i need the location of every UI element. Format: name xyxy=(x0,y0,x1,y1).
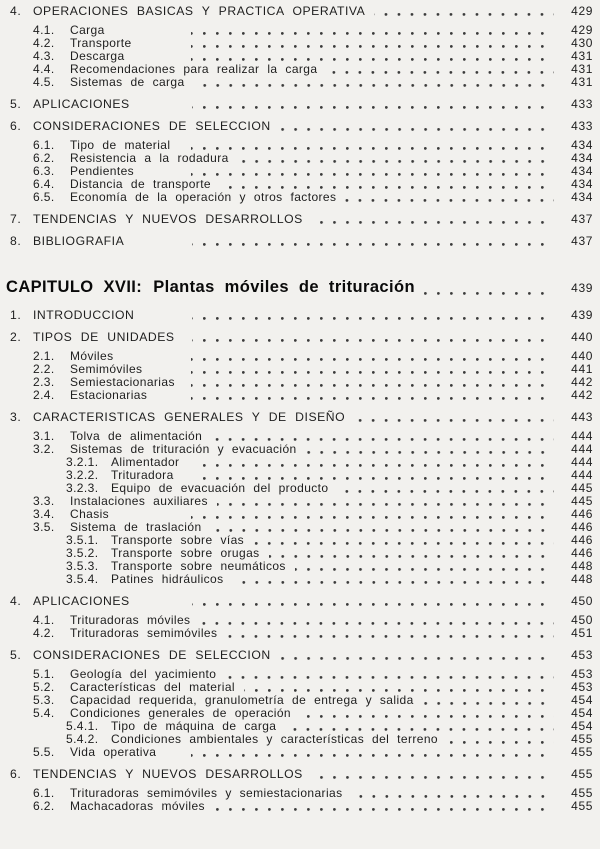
toc-entry-label: Carga xyxy=(70,23,105,37)
toc-entry-label: OPERACIONES BASICAS Y PRACTICA OPERATIVA xyxy=(33,4,366,18)
toc-entry-number: 3.5.4. xyxy=(66,572,99,586)
toc-entry-label: APLICACIONES xyxy=(33,594,130,608)
toc-entry-page: 446 xyxy=(571,507,593,521)
toc-entry-number: 3.2.3. xyxy=(66,481,99,495)
dot-leader xyxy=(194,84,554,87)
dot-leader xyxy=(326,71,554,74)
toc-entry-number: 2.4. xyxy=(33,388,55,402)
toc-entry-page: 454 xyxy=(571,693,593,707)
toc-entry-number: 5.5. xyxy=(33,745,55,759)
toc-entry-number: 3.2.1. xyxy=(66,455,99,469)
toc-entry-label: Tipo de material xyxy=(70,138,171,152)
toc-entry-label: Machacadoras móviles xyxy=(70,799,205,813)
toc-entry-label: Sistemas de trituración y evacuación xyxy=(70,442,297,456)
dot-leader xyxy=(374,13,554,16)
dot-leader xyxy=(217,503,554,506)
toc-entry-label: Tolva de alimentación xyxy=(70,429,203,443)
toc-entry xyxy=(10,120,593,133)
chapter-page-number: 439 xyxy=(571,281,593,295)
toc-entry xyxy=(10,98,593,111)
toc-entry-page: 446 xyxy=(571,533,593,547)
dot-leader xyxy=(191,173,554,176)
dot-leader xyxy=(191,45,554,48)
toc-entry-number: 4. xyxy=(10,4,22,18)
toc-entry-number: 5.2. xyxy=(33,680,55,694)
toc-entry-number: 2.2. xyxy=(33,362,55,376)
toc-entry-page: 444 xyxy=(571,429,593,443)
toc-entry-page: 446 xyxy=(571,520,593,534)
toc-entry-page: 441 xyxy=(571,362,593,376)
dot-leader xyxy=(191,32,554,35)
toc-entry-number: 4.3. xyxy=(33,49,55,63)
dot-leader xyxy=(447,741,554,744)
toc-entry-number: 3.1. xyxy=(33,429,55,443)
toc-list-previous-chapter xyxy=(10,5,593,248)
toc-entry-label: Semiestacionarias xyxy=(70,375,175,389)
toc-entry-page: 442 xyxy=(571,375,593,389)
toc-entry-page: 434 xyxy=(571,177,593,191)
dot-leader xyxy=(354,419,554,422)
toc-entry xyxy=(10,309,593,322)
toc-entry-label: Trituradora xyxy=(111,468,174,482)
toc-entry-page: 448 xyxy=(571,559,593,573)
chapter-heading-row xyxy=(6,277,593,298)
dot-leader xyxy=(253,542,554,545)
dot-leader xyxy=(312,221,554,224)
toc-entry-number: 5.1. xyxy=(33,667,55,681)
toc-entry-number: 3.3. xyxy=(33,494,55,508)
toc-entry-label: Sistemas de carga xyxy=(70,75,185,89)
dot-leader xyxy=(211,438,554,441)
toc-entry-number: 6.2. xyxy=(33,799,55,813)
toc-entry-label: Vida operativa xyxy=(70,745,157,759)
dot-leader xyxy=(191,397,554,400)
dot-leader xyxy=(295,568,554,571)
toc-entry-label: Equipo de evacuación del producto xyxy=(111,481,329,495)
dot-leader xyxy=(337,490,554,493)
toc-entry-number: 6.5. xyxy=(33,190,55,204)
toc-entry-label: Recomendaciones para realizar la carga xyxy=(70,62,318,76)
toc-entry xyxy=(10,235,593,248)
toc-entry-label: Economía de la operación y otros factores xyxy=(70,190,337,204)
toc-entry-page: 434 xyxy=(571,151,593,165)
dot-leader xyxy=(423,702,554,705)
toc-entry-page: 442 xyxy=(571,388,593,402)
toc-entry-page: 440 xyxy=(571,330,593,344)
toc-entry-page: 433 xyxy=(571,119,593,133)
toc-entry xyxy=(10,768,593,781)
toc-entry-number: 5.4. xyxy=(33,706,55,720)
dot-leader xyxy=(226,635,554,638)
toc-entry-page: 446 xyxy=(571,546,593,560)
toc-entry-page: 443 xyxy=(571,410,593,424)
toc-entry-number: 4.4. xyxy=(33,62,55,76)
toc-entry-number: 5.3. xyxy=(33,693,55,707)
toc-entry-label: Condiciones generales de operación xyxy=(70,706,292,720)
toc-entry-label: Capacidad requerida, granulometría de entrega y salida xyxy=(70,693,414,707)
toc-entry-label: TENDENCIAS Y NUEVOS DESARROLLOS xyxy=(33,212,303,226)
toc-entry-number: 3.5.1. xyxy=(66,533,99,547)
toc-entry-number: 3.5.2. xyxy=(66,546,99,560)
toc-entry xyxy=(10,213,593,226)
toc-entry-number: 3.5. xyxy=(33,520,55,534)
toc-entry-number: 5. xyxy=(10,97,22,111)
dot-leader xyxy=(191,384,554,387)
toc-entry xyxy=(10,331,593,344)
dot-leader xyxy=(233,581,554,584)
toc-entry-page: 430 xyxy=(571,36,593,50)
toc-entry xyxy=(10,649,593,662)
toc-entry-label: Trituradoras móviles xyxy=(70,613,191,627)
toc-entry-number: 7. xyxy=(10,212,22,226)
toc-entry-number: 6.2. xyxy=(33,151,55,165)
toc-entry-number: 2.3. xyxy=(33,375,55,389)
toc-entry-label: BIBLIOGRAFIA xyxy=(33,234,125,248)
toc-entry-number: 4. xyxy=(10,594,22,608)
dot-leader xyxy=(244,689,554,692)
toc-entry-number: 6.3. xyxy=(33,164,55,178)
toc-entry-label: Características del material xyxy=(70,680,235,694)
toc-entry-label: CONSIDERACIONES DE SELECCION xyxy=(33,119,271,133)
toc-entry-number: 4.1. xyxy=(33,23,55,37)
toc-entry xyxy=(10,595,593,608)
toc-entry-label: Geología del yacimiento xyxy=(70,667,217,681)
toc-entry-label: Sistema de traslación xyxy=(70,520,202,534)
toc-entry xyxy=(33,627,593,640)
toc-entry-number: 8. xyxy=(10,234,22,248)
toc-entry-label: Estacionarias xyxy=(70,388,148,402)
dot-leader xyxy=(191,754,554,757)
toc-entry-page: 455 xyxy=(571,732,593,746)
toc-entry-number: 6.1. xyxy=(33,138,55,152)
toc-entry-page: 451 xyxy=(571,626,593,640)
toc-entry-label: Pendientes xyxy=(70,164,135,178)
dot-leader xyxy=(191,371,554,374)
dot-leader xyxy=(280,128,554,131)
toc-entry-page: 454 xyxy=(571,706,593,720)
toc-entry xyxy=(33,800,593,813)
toc-entry-page: 450 xyxy=(571,613,593,627)
toc-entry-page: 439 xyxy=(571,308,593,322)
toc-entry-number: 6.4. xyxy=(33,177,55,191)
toc-entry-number: 2. xyxy=(10,330,22,344)
toc-entry-label: Transporte xyxy=(70,36,132,50)
toc-entry-page: 445 xyxy=(571,481,593,495)
toc-entry-label: Semimóviles xyxy=(70,362,143,376)
dot-leader xyxy=(220,186,554,189)
toc-entry-page: 455 xyxy=(571,786,593,800)
toc-entry-number: 3.2. xyxy=(33,442,55,456)
toc-entry-label: Patines hidráulicos xyxy=(111,572,224,586)
toc-entry-label: Transporte sobre vías xyxy=(111,533,245,547)
toc-entry-page: 455 xyxy=(571,745,593,759)
dot-leader xyxy=(238,160,554,163)
toc-entry-page: 444 xyxy=(571,468,593,482)
toc-entry-page: 455 xyxy=(571,799,593,813)
toc-entry-page: 429 xyxy=(571,4,593,18)
toc-entry-label: Transporte sobre orugas xyxy=(111,546,260,560)
toc-entry-label: Trituradoras semimóviles y semiestacionarias xyxy=(70,786,343,800)
toc-entry-number: 4.2. xyxy=(33,36,55,50)
toc-entry-number: 6. xyxy=(10,767,22,781)
toc-entry-page: 448 xyxy=(571,572,593,586)
toc-entry-page: 431 xyxy=(571,62,593,76)
toc-entry-page: 434 xyxy=(571,138,593,152)
toc-entry-label: Descarga xyxy=(70,49,125,63)
toc-entry xyxy=(33,746,593,759)
toc-entry-page: 453 xyxy=(571,648,593,662)
dot-leader xyxy=(191,358,554,361)
toc-entry-number: 6. xyxy=(10,119,22,133)
toc-entry-label: Instalaciones auxiliares xyxy=(70,494,208,508)
toc-entry-page: 453 xyxy=(571,667,593,681)
toc-entry-page: 444 xyxy=(571,442,593,456)
toc-entry-label: TENDENCIAS Y NUEVOS DESARROLLOS xyxy=(33,767,303,781)
toc-entry-label: Trituradoras semimóviles xyxy=(70,626,218,640)
toc-entry xyxy=(33,191,593,204)
toc-entry-label: Resistencia a la rodadura xyxy=(70,151,229,165)
toc-entry-number: 6.1. xyxy=(33,786,55,800)
dot-leader xyxy=(192,106,554,109)
toc-entry-label: INTRODUCCION xyxy=(33,308,135,322)
toc-entry xyxy=(33,495,593,508)
dot-leader xyxy=(280,657,554,660)
toc-entry-label: Chasis xyxy=(70,507,110,521)
toc-entry-label: APLICACIONES xyxy=(33,97,130,111)
toc-entry-number: 3.2.2. xyxy=(66,468,99,482)
toc-entry-page: 444 xyxy=(571,455,593,469)
dot-leader xyxy=(191,516,554,519)
toc-entry-number: 3.5.3. xyxy=(66,559,99,573)
dot-leader xyxy=(225,676,554,679)
dot-leader xyxy=(196,477,554,480)
dot-leader xyxy=(192,317,554,320)
toc-entry-page: 455 xyxy=(571,767,593,781)
chapter-heading-title: Plantas móviles de trituración xyxy=(153,278,415,296)
dot-leader xyxy=(214,808,554,811)
toc-entry xyxy=(33,76,593,89)
toc-entry-page: 437 xyxy=(571,234,593,248)
dot-leader xyxy=(306,451,554,454)
toc-entry-number: 2.1. xyxy=(33,349,55,363)
toc-entry-number: 3.4. xyxy=(33,507,55,521)
dot-leader xyxy=(285,728,554,731)
toc-entry-label: Distancia de transporte xyxy=(70,177,211,191)
toc-entry-number: 5.4.1. xyxy=(66,719,99,733)
toc-entry-page: 433 xyxy=(571,97,593,111)
dot-leader xyxy=(199,622,554,625)
toc-entry-label: TIPOS DE UNIDADES xyxy=(33,330,175,344)
toc-entry-page: 434 xyxy=(571,190,593,204)
dot-leader xyxy=(352,795,555,798)
toc-entry-number: 3. xyxy=(10,410,22,424)
toc-entry-page: 434 xyxy=(571,164,593,178)
toc-entry-page: 437 xyxy=(571,212,593,226)
dot-leader xyxy=(424,292,554,295)
toc-entry-label: Transporte sobre neumáticos xyxy=(111,559,286,573)
toc-entry-number: 5. xyxy=(10,648,22,662)
toc-entry-page: 429 xyxy=(571,23,593,37)
toc-entry-page: 431 xyxy=(571,49,593,63)
toc-entry-number: 4.5. xyxy=(33,75,55,89)
toc-entry-number: 5.4.2. xyxy=(66,732,99,746)
dot-leader xyxy=(312,776,554,779)
toc-entry-label: Tipo de máquina de carga xyxy=(111,719,277,733)
toc-entry-label: Condiciones ambientales y características del terreno xyxy=(111,732,439,746)
dot-leader xyxy=(191,147,554,150)
dot-leader xyxy=(192,603,554,606)
toc-entry-number: 4.1. xyxy=(33,613,55,627)
toc-entry-page: 445 xyxy=(571,494,593,508)
toc-entry xyxy=(10,5,593,18)
chapter-heading-prefix: CAPITULO XVII: xyxy=(6,278,143,296)
toc-entry-page: 431 xyxy=(571,75,593,89)
toc-entry-page: 454 xyxy=(571,719,593,733)
toc-entry xyxy=(33,389,593,402)
toc-entry-page: 453 xyxy=(571,680,593,694)
dot-leader xyxy=(192,339,554,342)
toc-entry-number: 4.2. xyxy=(33,626,55,640)
toc-entry-page: 450 xyxy=(571,594,593,608)
dot-leader xyxy=(192,243,554,246)
toc-entry-label: CONSIDERACIONES DE SELECCION xyxy=(33,648,271,662)
dot-leader xyxy=(191,58,554,61)
toc-entry-number: 1. xyxy=(10,308,22,322)
toc-entry xyxy=(66,573,593,586)
toc-entry-label: Alimentador xyxy=(111,455,180,469)
toc-list-chapter-xvii xyxy=(10,309,593,813)
toc-entry xyxy=(10,411,593,424)
toc-entry-label: Móviles xyxy=(70,349,114,363)
dot-leader xyxy=(211,529,554,532)
dot-leader xyxy=(300,715,554,718)
dot-leader xyxy=(345,199,554,202)
dot-leader xyxy=(196,464,554,467)
dot-leader xyxy=(269,555,554,558)
toc-entry-label: CARACTERISTICAS GENERALES Y DE DISEÑO xyxy=(33,410,346,424)
toc-entry-page: 440 xyxy=(571,349,593,363)
